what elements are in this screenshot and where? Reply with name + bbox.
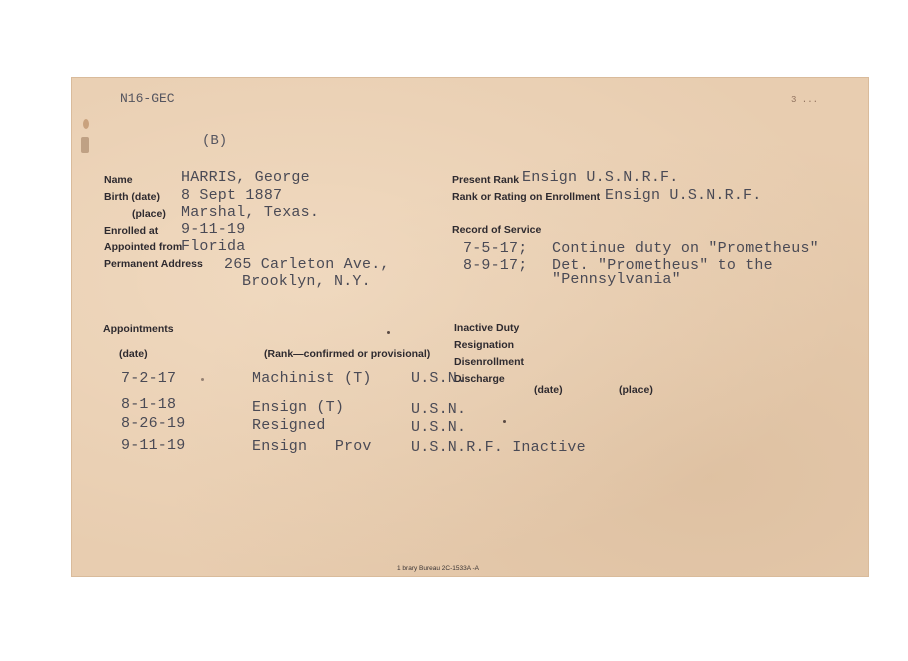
birth-place-label: (place)	[132, 208, 166, 220]
service-record-card	[71, 77, 869, 577]
rank-enrollment-value: Ensign U.S.N.R.F.	[605, 187, 762, 204]
record-date: 7-5-17;	[463, 240, 528, 257]
record-text: Det. "Prometheus" to the	[552, 257, 773, 274]
discharge-place-label: (place)	[619, 384, 653, 396]
address-line-1: 265 Carleton Ave.,	[224, 256, 390, 273]
present-rank-value: Ensign U.S.N.R.F.	[522, 169, 679, 186]
birth-date-label: Birth (date)	[104, 191, 160, 203]
appointment-rank: Ensign (T)	[252, 399, 345, 416]
discharge-date-label: (date)	[534, 384, 563, 396]
birth-date-value: 8 Sept 1887	[181, 187, 283, 204]
appointment-rank: Machinist (T)	[252, 370, 372, 387]
appointments-date-header: (date)	[119, 348, 148, 360]
file-code: N16-GEC	[120, 91, 175, 106]
corner-mark: 3 ...	[791, 95, 819, 105]
address-line-2: Brooklyn, N.Y.	[242, 273, 371, 290]
appointment-service: U.S.N.R.F. Inactive	[411, 439, 586, 456]
appointment-service: U.S.N.	[411, 419, 467, 436]
ink-speck	[503, 420, 506, 423]
inactive-duty-label: Inactive Duty	[454, 322, 520, 334]
record-text: Continue duty on "Prometheus"	[552, 240, 819, 257]
enrolled-label: Enrolled at	[104, 225, 159, 237]
ink-speck	[201, 378, 204, 381]
appointments-label: Appointments	[103, 323, 174, 335]
appointment-date: 9-11-19	[121, 437, 186, 454]
record-text: "Pennsylvania"	[552, 271, 681, 288]
enrolled-value: 9-11-19	[181, 221, 246, 238]
appointment-rank: Ensign Prov	[252, 438, 372, 455]
appointment-date: 7-2-17	[121, 370, 177, 387]
disenrollment-label: Disenrollment	[454, 356, 525, 368]
appointment-date: 8-1-18	[121, 396, 177, 413]
appointed-from-label: Appointed from	[104, 241, 183, 253]
record-date: 8-9-17;	[463, 257, 528, 274]
appointment-rank: Resigned	[252, 417, 326, 434]
staple-mark	[83, 119, 89, 129]
appointment-date: 8-26-19	[121, 415, 186, 432]
present-rank-label: Present Rank	[452, 174, 520, 186]
appointment-service: U.S.N.	[411, 370, 467, 387]
appointed-from-value: Florida	[181, 238, 246, 255]
rank-enrollment-label: Rank or Rating on Enrollment	[452, 191, 601, 203]
birth-place-value: Marshal, Texas.	[181, 204, 320, 221]
discharge-label: Discharge	[454, 373, 505, 385]
form-footer: 1 brary Bureau 2C-1533A -A	[397, 565, 480, 572]
address-label: Permanent Address	[104, 258, 203, 270]
name-label: Name	[104, 174, 133, 186]
staple-mark	[81, 137, 89, 153]
appointments-rank-header: (Rank—confirmed or provisional)	[264, 348, 431, 360]
record-of-service-label: Record of Service	[452, 224, 542, 236]
ink-speck	[387, 331, 390, 334]
mark-b: (B)	[202, 133, 228, 149]
resignation-label: Resignation	[454, 339, 515, 351]
appointment-service: U.S.N.	[411, 401, 467, 418]
name-value: HARRIS, George	[181, 169, 310, 186]
